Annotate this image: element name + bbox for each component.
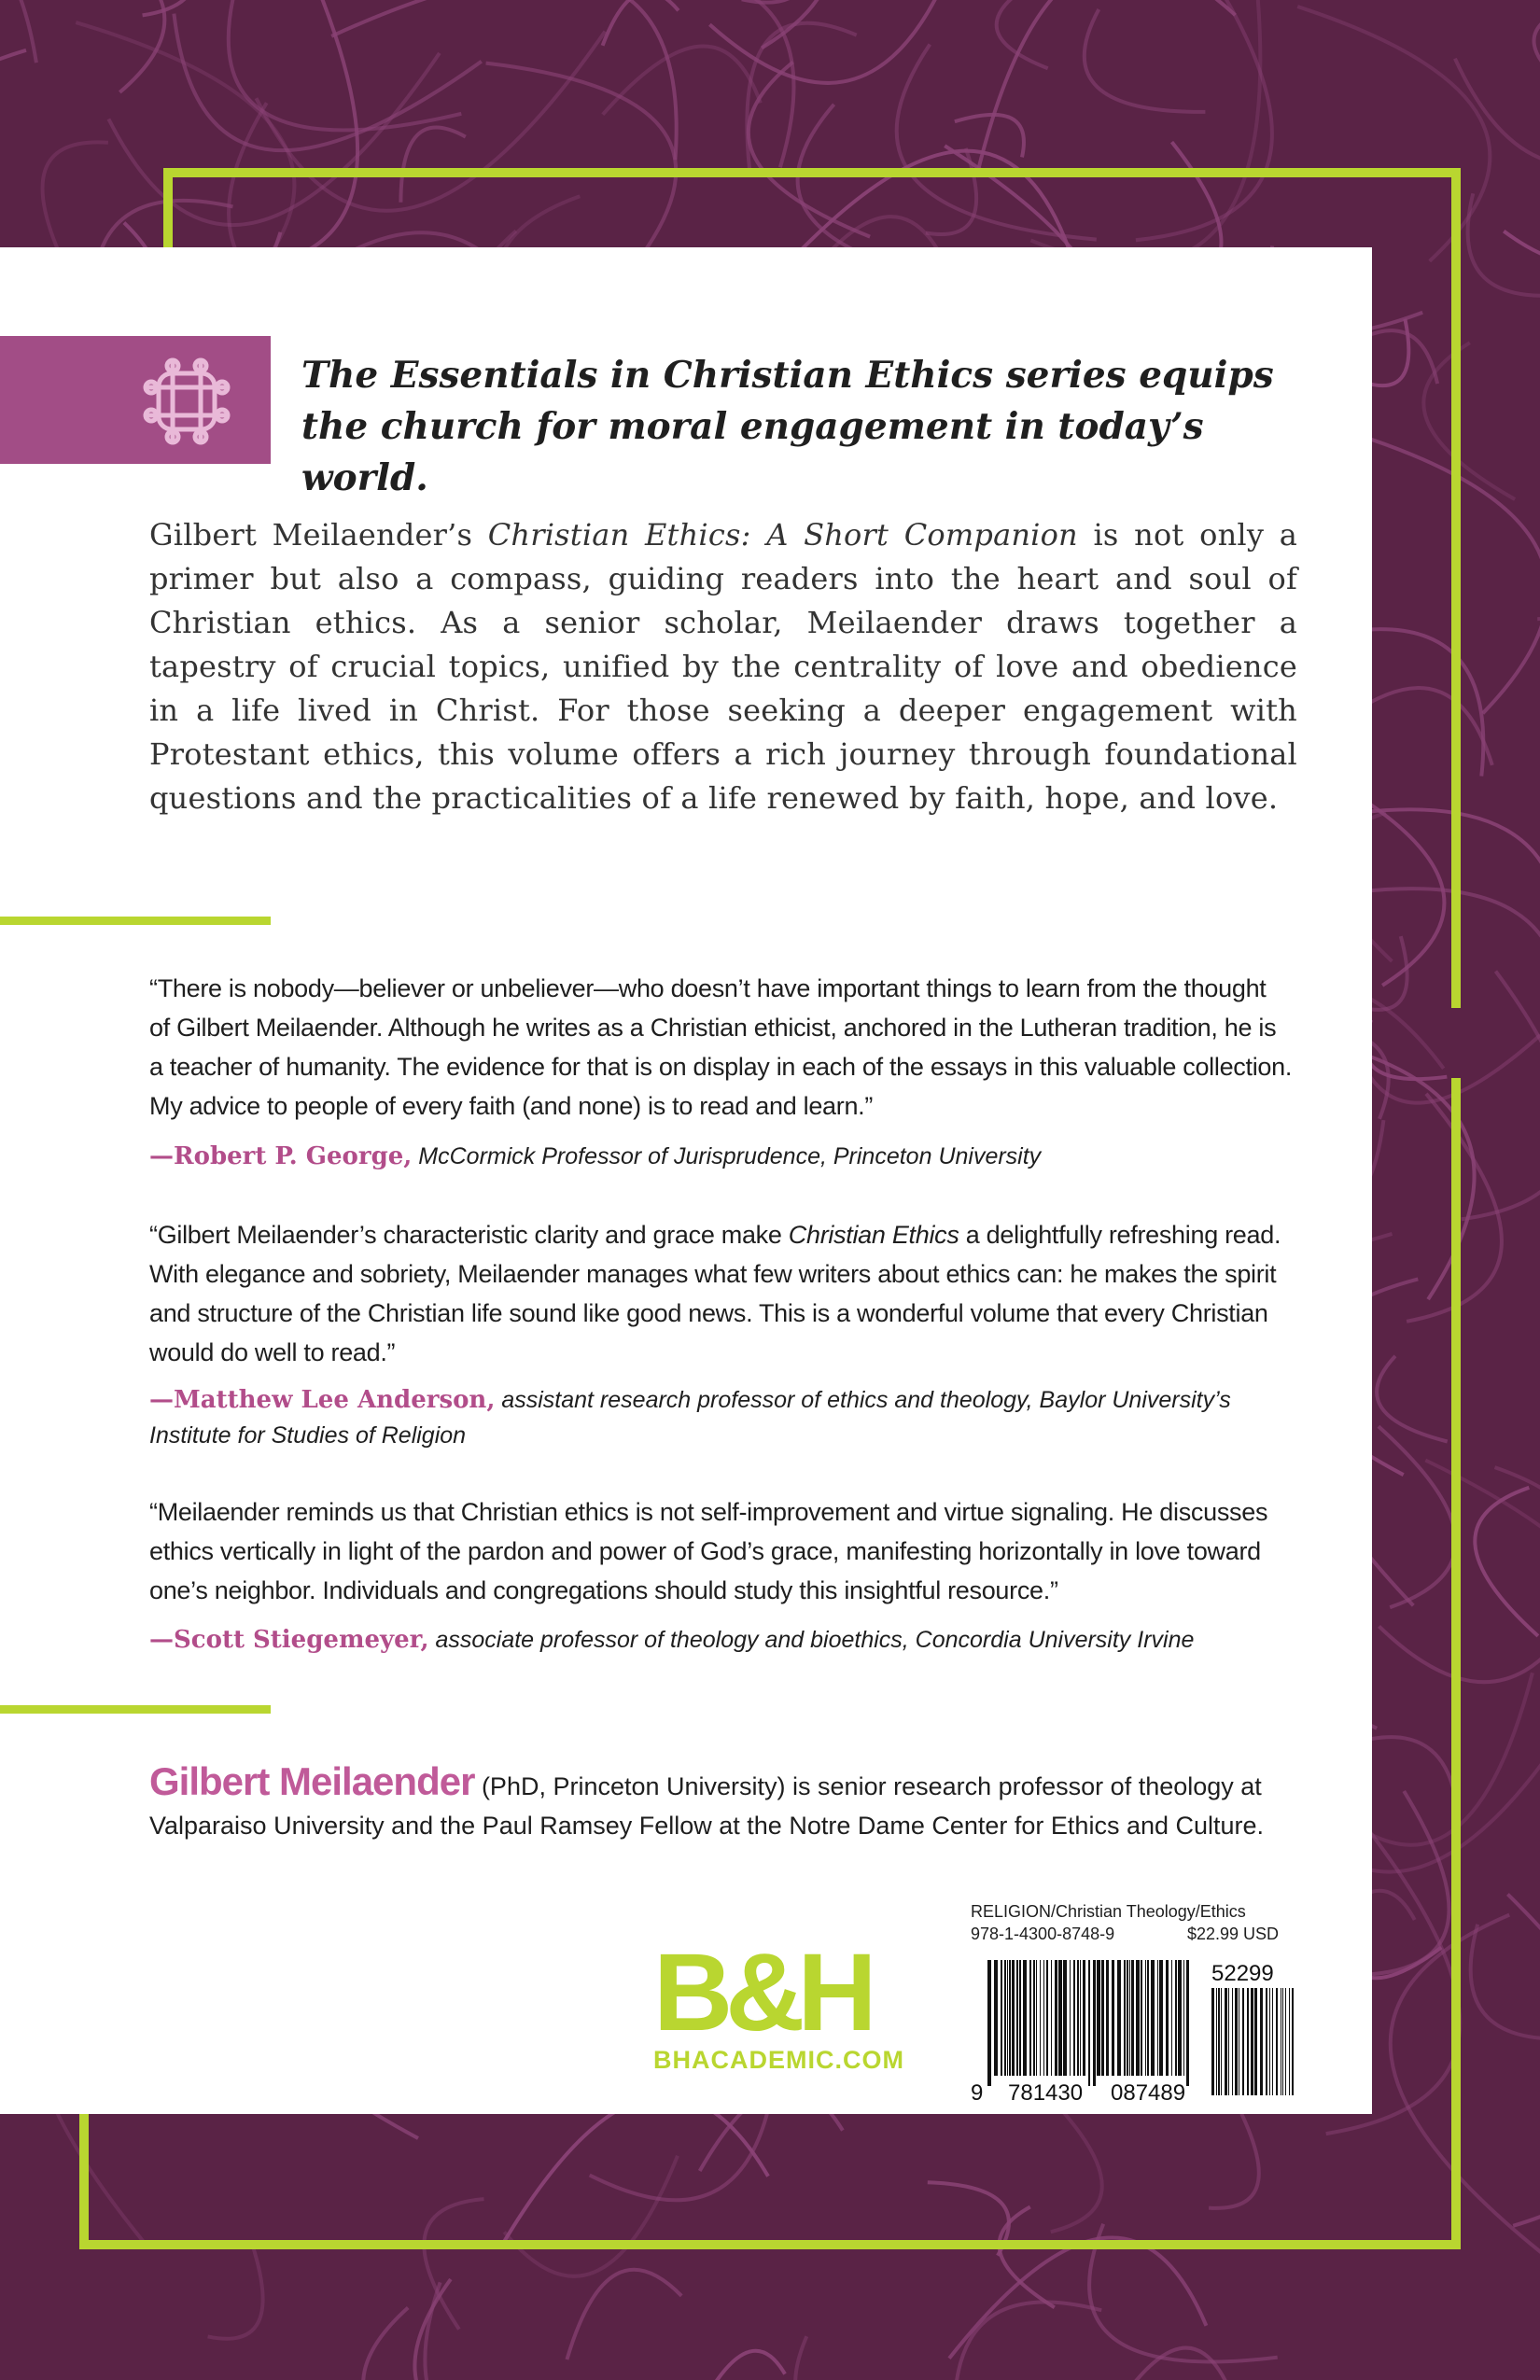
barcode-bar [1063, 1960, 1067, 2076]
barcode-bar [1106, 1960, 1109, 2076]
barcode-bar [1136, 1960, 1140, 2076]
barcode-addon-bar [1211, 1988, 1214, 2095]
book-category: RELIGION/Christian Theology/Ethics [971, 1902, 1246, 1921]
endorsement-quote-3: “Meilaender reminds us that Christian ethics is not self-improvement and virtue signaling. He discusses ethics vertically in light of the pardon and power of God’s grace, manifesting horizontally in love toward one’s neighbor. Individuals and congregations should study this insightful resource.” [149, 1498, 1268, 1604]
isbn-barcode [971, 1960, 1325, 2105]
publisher-logo-mark: B&H [653, 1931, 870, 2054]
barcode-bar [1178, 1960, 1182, 2076]
barcode-addon-bar [1269, 1988, 1270, 2095]
barcode-bar [1012, 1960, 1015, 2076]
barcode-bar [1033, 1960, 1035, 2076]
barcode-bar [1046, 1960, 1048, 2076]
barcode-addon-bar [1289, 1988, 1290, 2095]
barcode-addon-bar [1254, 1988, 1257, 2095]
endorser-name-1: —Robert P. George, [149, 1142, 413, 1170]
barcode-bar [1080, 1960, 1081, 2076]
barcode-bar [1083, 1960, 1085, 2076]
endorsement-quote-1: “There is nobody—believer or unbeliever—who doesn’t have important things to learn from the thought of Gilbert Meilaender. Although he writes as a Christian ethicist, anchored in the Lutheran tradition, he is a teacher of humanity. The evidence for that is on display in each of the essays in this valuable collection. My advice to people of every faith (and none) is to read and learn.” [149, 974, 1293, 1120]
barcode-bar [1157, 1960, 1158, 2076]
barcode-addon-bar [1242, 1988, 1244, 2095]
barcode-bar [1101, 1960, 1104, 2076]
barcode-bar [1171, 1960, 1172, 2076]
barcode-bar [1073, 1960, 1075, 2076]
price: $22.99 USD [1186, 1925, 1279, 1943]
author-bio [149, 1759, 1297, 1845]
barcode-bar [1175, 1960, 1177, 2076]
publisher-url: BHACADEMIC.COM [653, 2046, 904, 2074]
barcode-addon-bar [1225, 1988, 1227, 2095]
barcode-bar [1016, 1960, 1018, 2076]
barcode-bar [1186, 1960, 1189, 2086]
barcode-addon-digits: 52299 [1211, 1961, 1274, 1986]
barcode-digit-lead: 9 [971, 2080, 984, 2105]
barcode-bar [1166, 1960, 1169, 2076]
barcode-addon-bar [1221, 1988, 1222, 2095]
barcode-bar [1145, 1960, 1146, 2076]
barcode-addon-bar [1232, 1988, 1233, 2095]
barcode-addon-bar [1266, 1988, 1267, 2095]
barcode-bar [1001, 1960, 1002, 2076]
intro-rest: is not only a primer but also a compass, guiding readers into the heart and soul of Christian ethics. As a senior scholar, Meilaender draws together a tapestry of crucial topics, unified by the centrality of love and obedience in a life lived in Christ. For those seeking a deeper engagement with Protestant ethics, this volume offers a rich journey through foundational questions and the practicalities of a life renewed by faith, hope, and love. [149, 517, 1297, 816]
barcode-bar [1127, 1960, 1128, 2076]
frame-line-top [163, 168, 1461, 177]
frame-line-right-upper [1451, 168, 1461, 1008]
series-tagline: The Essentials in Christian Ethics series equips the church for moral engagement in today’s world. [301, 354, 1274, 499]
barcode-bar [1112, 1960, 1114, 2076]
intro-paragraph [149, 513, 1297, 820]
barcode-addon-bar [1285, 1988, 1286, 2095]
barcode-addon-bar [1216, 1988, 1217, 2095]
barcode-addon-bar [1218, 1988, 1220, 2095]
barcode-bar [1055, 1960, 1057, 2076]
barcode-bar [1131, 1960, 1134, 2076]
barcode-addon-bar [1247, 1988, 1249, 2095]
book-meta [971, 1900, 1316, 1945]
isbn: 978-1-4300-8748-9 [971, 1925, 1115, 1943]
frame-line-left [163, 168, 173, 257]
endorsement-attribution-2 [149, 1382, 1297, 1453]
barcode-addon-bar [1260, 1988, 1263, 2095]
barcode-addon-bar [1235, 1988, 1238, 2095]
barcode-bar [1009, 1960, 1011, 2076]
barcode-digits-left: 781430 [1008, 2080, 1084, 2105]
endorsement-attribution-1 [149, 1139, 1297, 1174]
divider-rule-2 [0, 1705, 271, 1714]
barcode-bar [1004, 1960, 1006, 2076]
barcode-bar [1088, 1960, 1090, 2086]
intro-author: Gilbert Meilaender’s [149, 517, 488, 553]
barcode-bar [1117, 1960, 1121, 2076]
divider-rule-1 [0, 917, 271, 925]
endorser-role-3: associate professor of theology and bioethics, Concordia University Irvine [435, 1627, 1195, 1653]
publisher-logo [653, 1931, 904, 2075]
barcode-bar [1129, 1960, 1130, 2076]
barcode-bar [1023, 1960, 1027, 2076]
endorsement-quote-2 [149, 1215, 1293, 1372]
barcode-bar [1147, 1960, 1149, 2076]
barcode-addon-bar [1251, 1988, 1253, 2095]
barcode-addon-bar [1292, 1988, 1294, 2095]
endorser-role-2: assistant research professor of ethics and theology, Baylor University’s Institute for Studies of Religion [149, 1387, 1231, 1449]
endorser-name-2: —Matthew Lee Anderson, [149, 1386, 496, 1414]
barcode-bar [1141, 1960, 1142, 2076]
barcode-bar [1183, 1960, 1184, 2076]
barcode-bar [1093, 1960, 1096, 2086]
barcode-bar [1151, 1960, 1155, 2076]
intro-book-title: Christian Ethics: A Short Companion [487, 517, 1078, 553]
bio-text: (PhD, Princeton University) is senior research professor of theology at Valparaiso University and the Paul Ramsey Fellow at the Notre Dame Center for Ethics and Culture. [149, 1772, 1265, 1840]
endorsement-quote-2-end: a delightfully refreshing read. With elegance and sobriety, Meilaender manages what few writers about ethics can: he makes the spirit and structure of the Christian life sound like good news. This is a wonderful volume that every Christian would do well to read.” [149, 1221, 1281, 1366]
barcode-addon-bar [1272, 1988, 1273, 2095]
barcode-addon-bar [1282, 1988, 1283, 2095]
barcode-bar [1097, 1960, 1100, 2076]
endorsement-attribution-3 [149, 1622, 1297, 1658]
barcode-addon-bar [1276, 1988, 1278, 2095]
frame-line-right-lower [1451, 1078, 1461, 2249]
barcode-bar [1124, 1960, 1126, 2076]
celtic-knot-icon [140, 355, 233, 448]
barcode-bar [987, 1960, 991, 2086]
barcode-bar [1159, 1960, 1163, 2076]
barcode-bar [1036, 1960, 1037, 2076]
barcode-bar [994, 1960, 998, 2076]
frame-line-bottom [79, 2240, 1461, 2249]
barcode-bar [1040, 1960, 1041, 2076]
barcode-bar [1058, 1960, 1062, 2076]
barcode-bar [1070, 1960, 1071, 2076]
barcode-digits-right: 087489 [1111, 2080, 1186, 2105]
endorsement-quote-2-start: “Gilbert Meilaender’s characteristic clarity and grace make [149, 1221, 789, 1249]
endorsement-quote-2-title: Christian Ethics [788, 1221, 959, 1249]
endorser-name-3: —Scott Stiegemeyer, [149, 1626, 429, 1654]
barcode-bar [1007, 1960, 1008, 2076]
barcode-bar [1051, 1960, 1052, 2076]
bio-author-name: Gilbert Meilaender [149, 1759, 475, 1803]
endorser-role-1: McCormick Professor of Jurisprudence, Princeton University [418, 1143, 1042, 1169]
barcode-bar [1043, 1960, 1044, 2076]
barcode-bar [1029, 1960, 1031, 2076]
barcode-bar [1077, 1960, 1079, 2076]
barcode-addon-bar [1228, 1988, 1229, 2095]
isbn-price-row [971, 1923, 1316, 1945]
frame-line-bottom-left [79, 2105, 89, 2249]
barcode-bar [1019, 1960, 1021, 2076]
